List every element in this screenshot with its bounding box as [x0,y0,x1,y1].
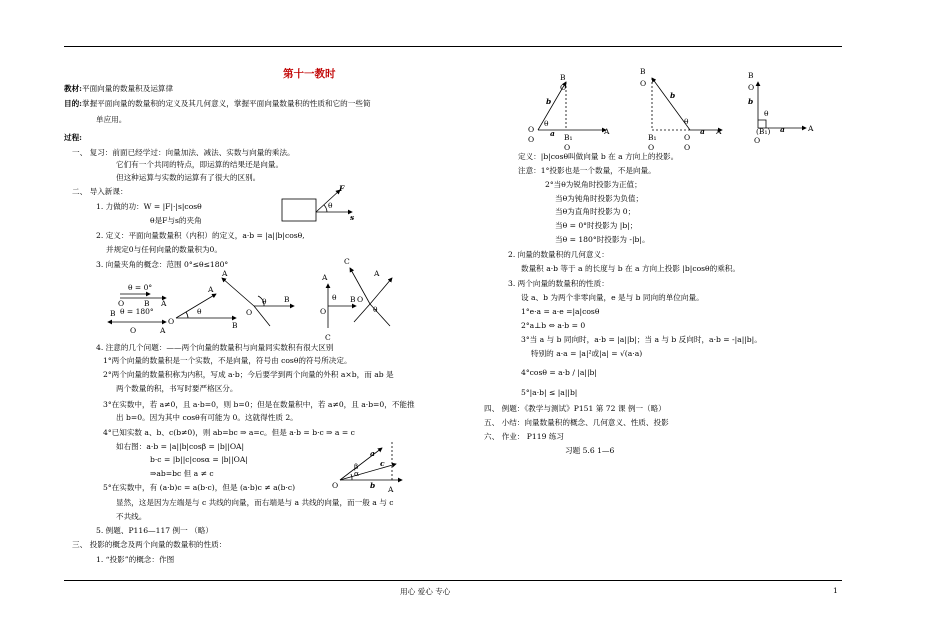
angle-right-figure [328,284,356,328]
label-O: O [560,83,567,92]
goal-text-1: 掌握平面向量的数量积的定义及其几何意义，掌握平面向量数量积的性质和它的一些简 [82,99,371,108]
left-line: ⇒ab=bc 但 a ≠ c [150,469,214,478]
label-O: O [528,125,535,134]
label-beta: β [354,462,359,471]
material-label: 教材: [64,84,82,93]
label-A: A [322,273,328,282]
right-line: 数量积 a·b 等于 a 的长度与 b 在 a 方向上投影 |b|cosθ的乘积。 [521,264,740,273]
label-A: A [374,269,380,278]
label-O: O [640,79,647,88]
goal-text-2: 单应用。 [96,115,127,124]
right-line: 设 a、b 为两个非零向量，e 是与 b 同向的单位向量。 [521,293,704,302]
label-O: O [684,133,691,142]
left-line: 两个数量的积，书写时要严格区分。 [116,384,238,393]
left-line: 二、 导入新课： [72,187,128,196]
label-A: A [161,299,167,308]
label-A: A [208,285,214,294]
right-line: 2°a⊥b ⇔ a·b = 0 [521,321,586,330]
label-O: O [246,308,253,317]
right-line: 习题 5.6 1—6 [565,446,615,455]
left-line: 不共线。 [116,512,147,521]
label-b: b [546,97,552,106]
vector-a [340,448,382,480]
label-O: O [684,143,691,152]
left-line: 1. 力做的功：W = |F|·|s|cosθ [96,202,202,211]
abc-figure [340,442,402,480]
label-O: O [528,135,535,144]
right-line: 2. 向量的数量积的几何意义： [508,250,609,259]
left-line: θ是F与s的夹角 [150,216,202,225]
label-A: A [808,124,814,133]
label-O: O [564,143,571,152]
label-B: B [144,299,150,308]
label-O: O [130,326,137,335]
page-title: 第十一教时 [283,68,336,80]
right-line: 特别的 a·a = |a|²或|a| = √(a·a) [531,349,643,358]
label-theta0: θ = 0° [128,283,153,292]
footer-slogan: 用心 爱心 专心 [400,587,451,596]
left-line: 4. 注意的几个问题：——两个向量的数量积与向量同实数积有很大区别 [96,343,334,352]
label-alpha: α [354,469,360,478]
label-a: a [780,125,785,134]
left-line: 5. 例题、P116—117 例一 （略） [96,526,213,535]
right-line: 5°|a·b| ≤ |a||b| [521,388,578,397]
label-B1p: (B₁) [756,127,771,136]
angle-arc [324,205,327,212]
label-B: B [640,67,646,76]
label-a: a [700,127,705,136]
label-B: B [232,321,238,330]
angle-zero-figure [120,294,166,298]
block-shape [282,199,316,221]
footer-rule [64,580,842,581]
left-line: 2. 定义：平面向量数量积（内积）的定义，a·b = |a||b|cosθ, [96,231,305,240]
left-line: 1. “投影”的概念：作图 [96,555,175,564]
label-C: C [325,333,331,342]
left-line: 4°已知实数 a、b、c(b≠0)，则 ab=bc ⇒ a=c。但是 a·b = b·c ⇒ a = c [103,428,355,437]
label-O: O [748,83,755,92]
label-theta: θ [332,293,337,302]
label-B1: B₁ [648,133,657,142]
label-theta: θ [262,297,267,306]
label-theta: θ [684,117,689,126]
left-line: 1°两个向量的数量积是一个实数，不是向量，符号由 cosθ的符号所决定。 [103,356,352,365]
label-O: O [648,143,655,152]
label-A: A [388,485,394,494]
label-A: A [604,127,610,136]
label-theta: θ [373,305,378,314]
label-b: b [670,91,676,100]
right-line: 2°当θ为锐角时投影为正值； [545,180,642,189]
label-O: O [118,299,125,308]
label-c: c [380,459,385,468]
label-theta: θ [197,307,202,316]
projection-right-figure [758,82,806,128]
left-line: b·c = |b||c|cosα = |b||OA| [150,455,248,464]
label-C: C [344,257,350,266]
right-line: 当θ = 180°时投影为 -|b|。 [555,235,650,244]
label-B: B [748,71,754,80]
angle-acute-figure [176,294,236,318]
label-O: O [320,307,327,316]
right-line: 四、 例题：《教学与测试》P151 第 72 课 例一（略） [484,404,666,413]
vector-c [340,464,396,480]
label-s: s [350,213,355,222]
left-line: 并规定0与任何向量的数量积为0。 [106,245,222,254]
right-line: 定义：|b|cosθ叫做向量 b 在 a 方向上的投影。 [518,152,679,161]
work-force-figure [282,190,352,221]
left-line: 3°在实数中，若 a≠0，且 a·b=0，则 b=0；但是在数量积中，若 a≠0，且 a·b=0，不能推 [103,400,415,409]
label-a: a [550,129,555,138]
label-theta180: θ = 180° [120,307,154,316]
left-line: 2°两个向量的数量积称为内积，写成 a·b；今后要学到两个向量的外积 a×b，而 ab 是 [103,370,394,379]
left-line: 但这种运算与实数的运算有了很大的区别。 [116,173,261,182]
label-theta: θ [544,119,549,128]
right-line: 1°e·a = a·e =|a|cosθ [521,307,600,316]
label-B: B [110,309,116,318]
right-line: 3°当 a 与 b 同向时，a·b = |a||b|；当 a 与 b 反向时，a·b = -|a||b|。 [521,335,762,344]
right-line: 当θ为直角时投影为 0； [555,207,636,216]
left-line: 如右图：a·b = |a||b|cosβ = |b||OA| [116,442,245,451]
label-O: O [357,295,364,304]
label-O: O [332,481,339,490]
label-O: O [754,136,761,145]
right-line: 五、 小结：向量数量积的概念、几何意义、性质、投影 [484,418,669,427]
label-B: B [284,295,290,304]
label-B: B [350,295,356,304]
label-a: a [370,449,375,458]
material-text: 平面向量的数量积及运算律 [82,84,174,93]
label-b: b [748,97,754,106]
right-line: 当θ为钝角时投影为负值； [555,194,644,203]
right-line: 当θ = 0°时投影为 |b|； [555,221,638,230]
left-line: 一、 复习：前面已经学过：向量加法、减法、实数与向量的乘法。 [72,148,295,157]
label-F: F [339,184,345,193]
left-line: 3. 向量夹角的概念：范围 0°≤θ≤180° [96,260,229,269]
page-number: 1 [833,586,838,595]
label-b: b [370,481,376,490]
right-line: 六、 作业： P119 练习 [484,432,565,441]
left-line: 三、 投影的概念及两个向量的数量积的性质： [72,540,227,549]
process-label: 过程: [64,133,82,142]
label-A: A [716,127,722,136]
label-theta: θ [328,201,333,210]
right-line: 3. 两个向量的数量积的性质： [508,279,609,288]
label-A: A [160,326,166,335]
goal-label: 目的: [64,99,82,108]
label-O: O [168,317,175,326]
label-B: B [560,73,566,82]
left-line: 出 b=0。因为其中 cosθ有可能为 0。这就得性质 2。 [116,413,298,422]
left-line: 5°在实数中，有 (a·b)c = a(b·c)，但是 (a·b)c ≠ a(b·c) [103,483,296,492]
label-B1: B₁ [564,133,573,142]
left-line: 显然，这是因为左端是与 c 共线的向量，而右端是与 a 共线的向量，而一般 a 与 c [116,498,394,507]
label-A: A [222,269,228,278]
right-line: 注意：1°投影也是一个数量，不是向量。 [518,166,656,175]
right-line: 4°cosθ = a·b / |a||b| [521,368,597,377]
left-line: 它们有一个共同的特点，即运算的结果还是向量。 [116,160,284,169]
label-theta: θ [764,109,769,118]
